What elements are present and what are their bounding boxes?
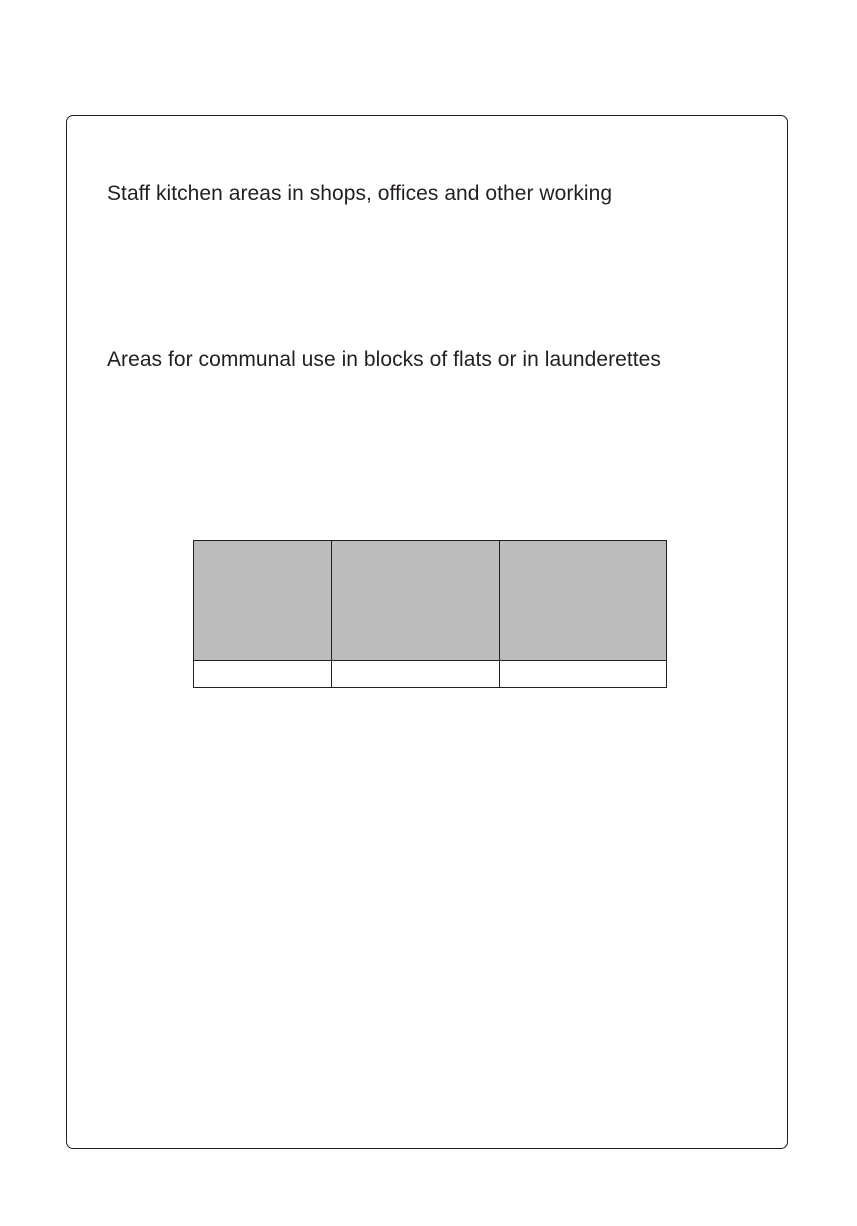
text-line-communal-areas: Areas for communal use in blocks of flats or in launderettes (107, 348, 661, 371)
table-cell (194, 661, 332, 688)
empty-table (193, 540, 667, 688)
table-header-cell (194, 541, 332, 661)
text-line-staff-kitchen: Staff kitchen areas in shops, offices and other working (107, 182, 613, 205)
table-header-row (194, 541, 667, 661)
table-row (194, 661, 667, 688)
table-cell (332, 661, 500, 688)
table-cell (500, 661, 667, 688)
table-header-cell (332, 541, 500, 661)
table-header-cell (500, 541, 667, 661)
